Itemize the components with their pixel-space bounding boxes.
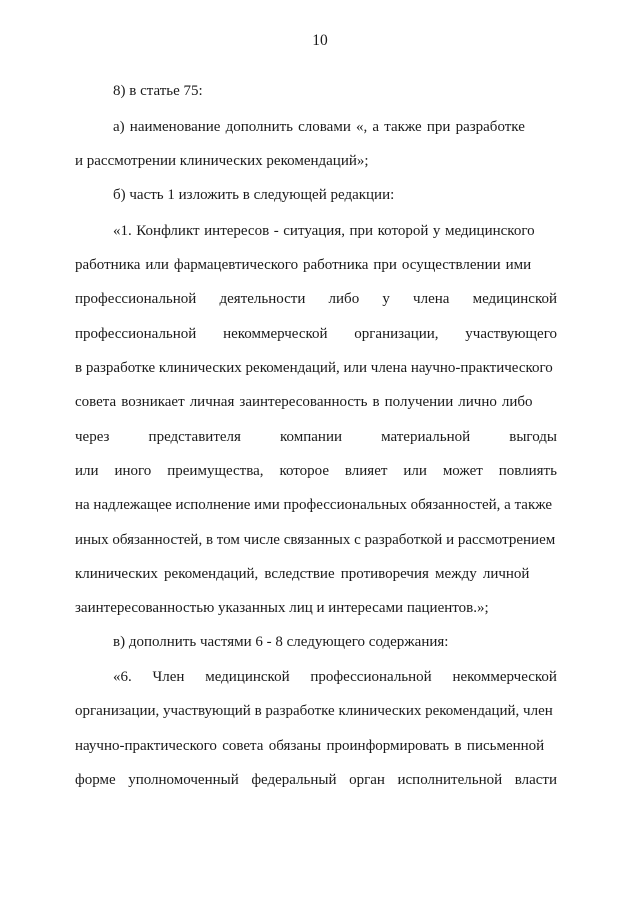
word: форме	[75, 772, 116, 788]
text-line: организации, участвующий в разработке клинических рекомендаций, член	[75, 703, 553, 719]
word: члена	[413, 291, 450, 307]
text-line-justified	[75, 290, 557, 308]
word: орган	[349, 772, 385, 788]
text-line: в разработке клинических рекомендаций, или члена научно-практического	[75, 360, 553, 376]
word: через	[75, 429, 110, 445]
text-line-quote-start: «1. Конфликт интересов - ситуация, при которой у медицинского	[113, 223, 535, 239]
text-line: научно-практического совета обязаны проинформировать в письменной	[75, 738, 545, 754]
word: преимущества,	[167, 463, 264, 479]
word: может	[442, 463, 483, 479]
text-line-justified	[75, 325, 557, 343]
word: организации,	[354, 326, 439, 342]
text-line: клинических рекомендаций, вследствие противоречия между личной	[75, 566, 530, 582]
word: исполнительной	[397, 772, 503, 788]
text-line-item-8: 8) в статье 75:	[113, 83, 203, 99]
word: иного	[114, 463, 152, 479]
text-line: иных обязанностей, в том числе связанных с разработкой и рассмотрением	[75, 532, 556, 548]
word: некоммерческой	[452, 669, 557, 685]
word: повлиять	[498, 463, 557, 479]
word: «6.	[113, 669, 132, 685]
word: компании	[280, 429, 343, 445]
text-line-quote-end: заинтересованностью указанных лиц и интересами пациентов.»;	[75, 600, 489, 616]
text-line: и рассмотрении клинических рекомендаций»;	[75, 153, 369, 169]
word: уполномоченный	[128, 772, 239, 788]
word: или	[403, 463, 427, 479]
word: или	[75, 463, 99, 479]
word: деятельности	[219, 291, 306, 307]
text-line: совета возникает личная заинтересованность в получении лично либо	[75, 394, 533, 410]
word: власти	[514, 772, 557, 788]
word: Член	[152, 669, 185, 685]
word: профессиональной	[75, 291, 197, 307]
text-line-justified	[75, 428, 557, 446]
word: участвующего	[465, 326, 557, 342]
text-line: работника или фармацевтического работника при осуществлении ими	[75, 257, 532, 273]
word: которое	[279, 463, 329, 479]
text-line-justified	[113, 668, 557, 686]
page-number: 10	[312, 32, 328, 49]
text-line-justified	[75, 771, 557, 789]
text-line: на надлежащее исполнение ими профессиональных обязанностей, а также	[75, 497, 553, 513]
word: профессиональной	[310, 669, 432, 685]
word: федеральный	[251, 772, 337, 788]
word: выгоды	[509, 429, 557, 445]
text-line-subitem-a: а) наименование дополнить словами «, а также при разработке	[113, 119, 525, 135]
word: медицинской	[472, 291, 557, 307]
word: профессиональной	[75, 326, 197, 342]
word: некоммерческой	[223, 326, 328, 342]
text-line-subitem-b: б) часть 1 изложить в следующей редакции:	[113, 187, 395, 203]
text-line-justified	[75, 462, 557, 480]
word: медицинской	[205, 669, 290, 685]
word: либо	[328, 291, 360, 307]
word: у	[382, 291, 390, 307]
word: влияет	[344, 463, 388, 479]
text-line-subitem-v: в) дополнить частями 6 - 8 следующего содержания:	[113, 634, 449, 650]
word: материальной	[381, 429, 471, 445]
word: представителя	[148, 429, 241, 445]
